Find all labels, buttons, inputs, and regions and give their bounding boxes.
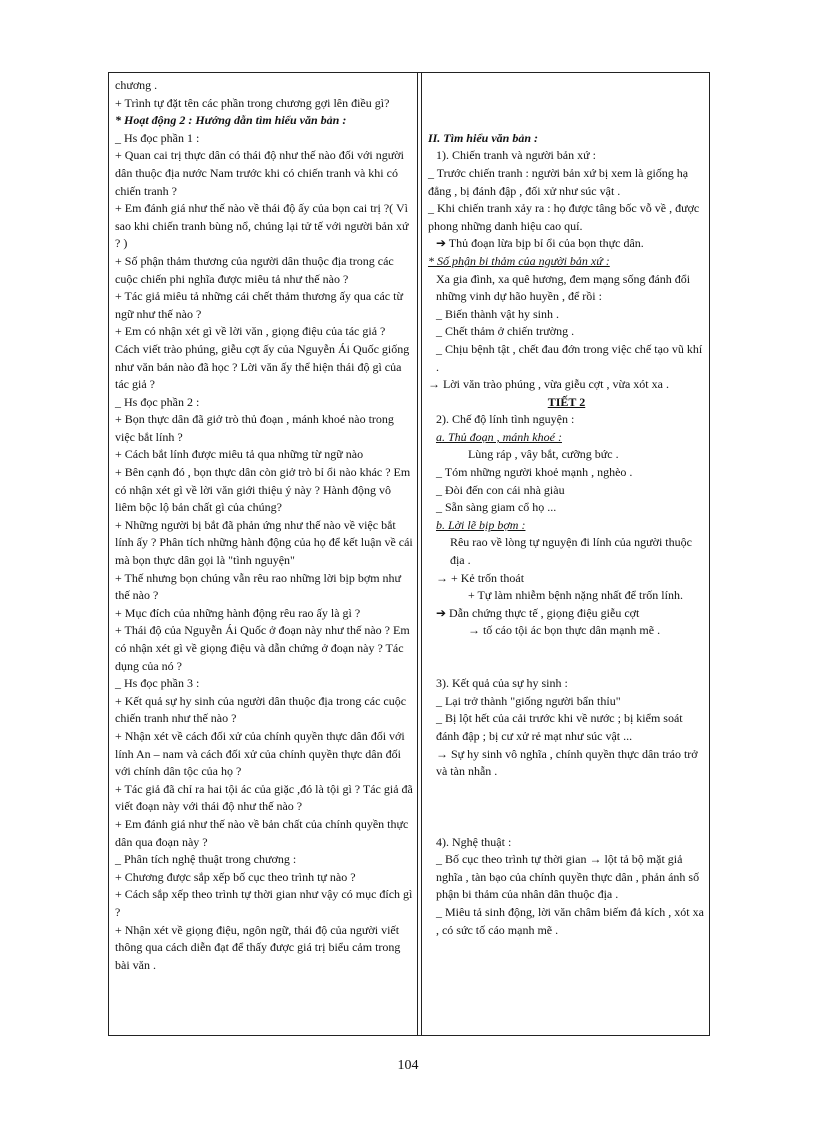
- right-column-line: 1). Chiến tranh và người bản xứ :: [435, 148, 596, 163]
- right-column-line: [428, 112, 705, 130]
- right-column-line: _ Sẵn sàng giam cổ họ ...: [435, 500, 557, 515]
- left-column-line: + Em đánh giá như thế nào về bản chất của chính quyền thực dân qua đoạn này ?: [115, 816, 409, 849]
- left-column-line: + Thái độ của Nguyễn Ái Quốc ở đoạn này như thế nào ? Em có nhận xét gì về giọng điệu và dẫn chứng ở đoạn này ? Tác dụng của nó ?: [115, 623, 410, 673]
- left-column-activities: [109, 73, 418, 1035]
- right-column-line: → Sự hy sinh vô nghĩa , chính quyền thực dân tráo trở và tàn nhẫn .: [435, 746, 698, 779]
- left-column-line: + Thế nhưng bọn chúng vẫn rêu rao những lời bịp bợm như thế nào ?: [115, 570, 402, 603]
- right-column-line: ➔ Thủ đoạn lừa bịp bỉ ổi của bọn thực dân.: [435, 236, 644, 251]
- left-column-line: * Hoạt động 2 : Hướng dẫn tìm hiểu văn bản :: [115, 113, 347, 128]
- right-column-line: [428, 781, 705, 799]
- left-column-line: + Cách sắp xếp theo trình tự thời gian như vậy có mục đích gì ?: [115, 887, 413, 919]
- left-column-line: _ Phân tích nghệ thuật trong chương :: [115, 852, 297, 867]
- right-column-line: _ Lại trở thành "giống người bẩn thỉu": [435, 693, 621, 708]
- right-column-line: [428, 77, 705, 95]
- left-column-line: + Bên cạnh đó , bọn thực dân còn giở trò bỉ ổi nào khác ? Em có nhận xét gì về lời văn giới thiệu ý này ? Hành động vô liêm bộc lộ bản chất gì của chúng?: [115, 465, 411, 515]
- right-column-line: → Lời văn trào phúng , vừa giễu cợt , vừa xót xa .: [427, 377, 669, 392]
- left-column-line: _ Hs đọc phần 1 :: [115, 130, 200, 145]
- left-column-line: + Quan cai trị thực dân có thái độ như thế nào đối với người dân thuộc địa nước Nam trước khi có chiến tranh và khi có chiến tranh ?: [115, 148, 404, 198]
- left-column-line: + Tác giả đã chỉ ra hai tội ác của giặc ,đó là tội gì ? Tác giả đã viết đoạn này với thái độ như thế nào ?: [115, 781, 413, 814]
- left-column-line: + Trình tự đặt tên các phần trong chương gợi lên điều gì?: [115, 95, 390, 110]
- right-column-line: _ Biến thành vật hy sinh .: [435, 306, 559, 321]
- right-column-line: _ Bị lột hết của cải trước khi về nước ; bị kiểm soát đánh đập ; bị cư xử rẻ mạt như súc vật ...: [435, 711, 683, 743]
- right-column-line: 3). Kết quả của sự hy sinh :: [435, 676, 568, 691]
- right-column-line: _ Chết thảm ở chiến trường .: [435, 324, 575, 339]
- right-column-line: Rêu rao về lòng tự nguyện đi lính của người thuộc địa .: [449, 535, 692, 568]
- right-column-line: 2). Chế độ lính tình nguyện :: [435, 412, 575, 427]
- right-column-line: ➔ Dẫn chứng thực tế , giọng điệu giễu cợt: [435, 605, 640, 620]
- left-column-line: + Nhận xét về giọng điệu, ngôn ngữ, thái độ của người viết thông qua cách diễn đạt để thấy được giá trị biểu cảm trong bài văn .: [115, 922, 401, 972]
- right-column-line: [428, 658, 705, 676]
- right-column-line: → + Kẻ trốn thoát: [435, 570, 525, 585]
- left-column-line: + Em đánh giá như thế nào về thái độ ấy của bọn cai trị ?( Vì sao khi chiến tranh bùng nổ, chúng lại tử tế với người bản xứ ? ): [115, 201, 409, 251]
- right-column-line: TIẾT 2: [547, 394, 586, 409]
- left-column-line: + Cách bắt lính được miêu tả qua những từ ngữ nào: [115, 447, 364, 462]
- page-number: 104: [397, 1058, 419, 1073]
- right-column-content: [421, 73, 709, 1035]
- right-column-line: * Số phận bi thảm của người bản xứ :: [427, 253, 610, 268]
- right-column-line: [428, 798, 705, 816]
- right-column-line: a. Thủ đoạn , mánh khoé :: [435, 429, 562, 444]
- right-column-line: _ Bố cục theo trình tự thời gian → lột tả bộ mặt giả nghĩa , tàn bạo của chính quyền thực dân , phản ánh số phận bi thảm của nhân dân thuộc địa .: [435, 852, 700, 902]
- right-column-line: [428, 816, 705, 834]
- right-column-line: 4). Nghệ thuật :: [435, 834, 512, 849]
- left-column-line: + Số phận thảm thương của người dân thuộc địa trong các cuộc chiến phi nghĩa được miêu tả như thế nào ?: [115, 253, 394, 286]
- right-column-line: [428, 640, 705, 658]
- left-column-line: + Em có nhận xét gì về lời văn , giọng điệu của tác giả ? Cách viết trào phúng, giễu cợt ấy của Nguyễn Ái Quốc giống như văn bản nào đã học ? Lời văn ấy thể hiện thái độ gì của tác giả ?: [115, 324, 410, 392]
- right-column-line: b. Lời lẽ bịp bợm :: [435, 517, 526, 532]
- right-column-line: Lùng ráp , vây bắt, cưỡng bức .: [467, 447, 619, 462]
- right-column-line: _ Đòi đến con cái nhà giàu: [435, 482, 565, 497]
- left-column-line: + Tác giả miêu tả những cái chết thảm thương ấy qua các từ ngữ như thế nào ?: [115, 289, 403, 321]
- left-column-line: + Nhận xét về cách đối xử của chính quyền thực dân đối với lính An – nam và cách đối xử của chính quyền thực dân đối với chính dân tộc của họ ?: [115, 728, 405, 779]
- right-column-line: _ Miêu tả sinh động, lời văn châm biếm đả kích , xót xa , có sức tố cáo mạnh mẽ .: [435, 904, 704, 937]
- left-column-line: chương .: [115, 78, 158, 92]
- right-column-line: + Tự làm nhiễm bệnh nặng nhất để trốn lính.: [467, 588, 683, 603]
- right-column-line: [428, 95, 705, 113]
- right-column-line: _ Khi chiến tranh xảy ra : họ được tâng bốc vỗ về , được phong những danh hiệu cao quí.: [427, 201, 700, 233]
- left-column-line: + Bọn thực dân đã giở trò thủ đoạn , mánh khoé nào trong việc bắt lính ?: [115, 412, 394, 444]
- left-column-line: + Chương được sắp xếp bố cục theo trình tự nào ?: [115, 869, 356, 884]
- left-column-line: + Mục đích của những hành động rêu rao ấy là gì ?: [115, 605, 361, 620]
- left-column-line: + Những người bị bắt đã phản ứng như thế nào về việc bắt lính ấy ? Phân tích những hành động của họ để kết luận về cái mà bọn thực dân gọi là "tình nguyện": [115, 517, 413, 568]
- right-column-line: → tố cáo tội ác bọn thực dân mạnh mẽ .: [467, 623, 661, 638]
- left-column-line: _ Hs đọc phần 2 :: [115, 394, 200, 409]
- right-column-line: II. Tìm hiểu văn bản :: [427, 130, 538, 145]
- right-column-line: _ Chịu bệnh tật , chết đau đớn trong việc chế tạo vũ khí .: [435, 341, 703, 374]
- left-column-line: + Kết quả sự hy sinh của người dân thuộc địa trong các cuộc chiến tranh như thế nào ?: [115, 693, 407, 726]
- right-column-line: _ Tóm những người khoẻ mạnh , nghèo .: [435, 465, 633, 480]
- right-column-line: _ Trước chiến tranh : người bản xứ bị xem là giống hạ đẳng , bị đánh đập , đối xử như súc vật .: [427, 165, 689, 198]
- right-column-line: Xa gia đình, xa quê hương, đem mạng sống đánh đổi những vinh dự hão huyền , để rồi :: [435, 271, 691, 304]
- left-column-line: _ Hs đọc phần 3 :: [115, 676, 200, 691]
- lesson-table: [108, 72, 710, 1036]
